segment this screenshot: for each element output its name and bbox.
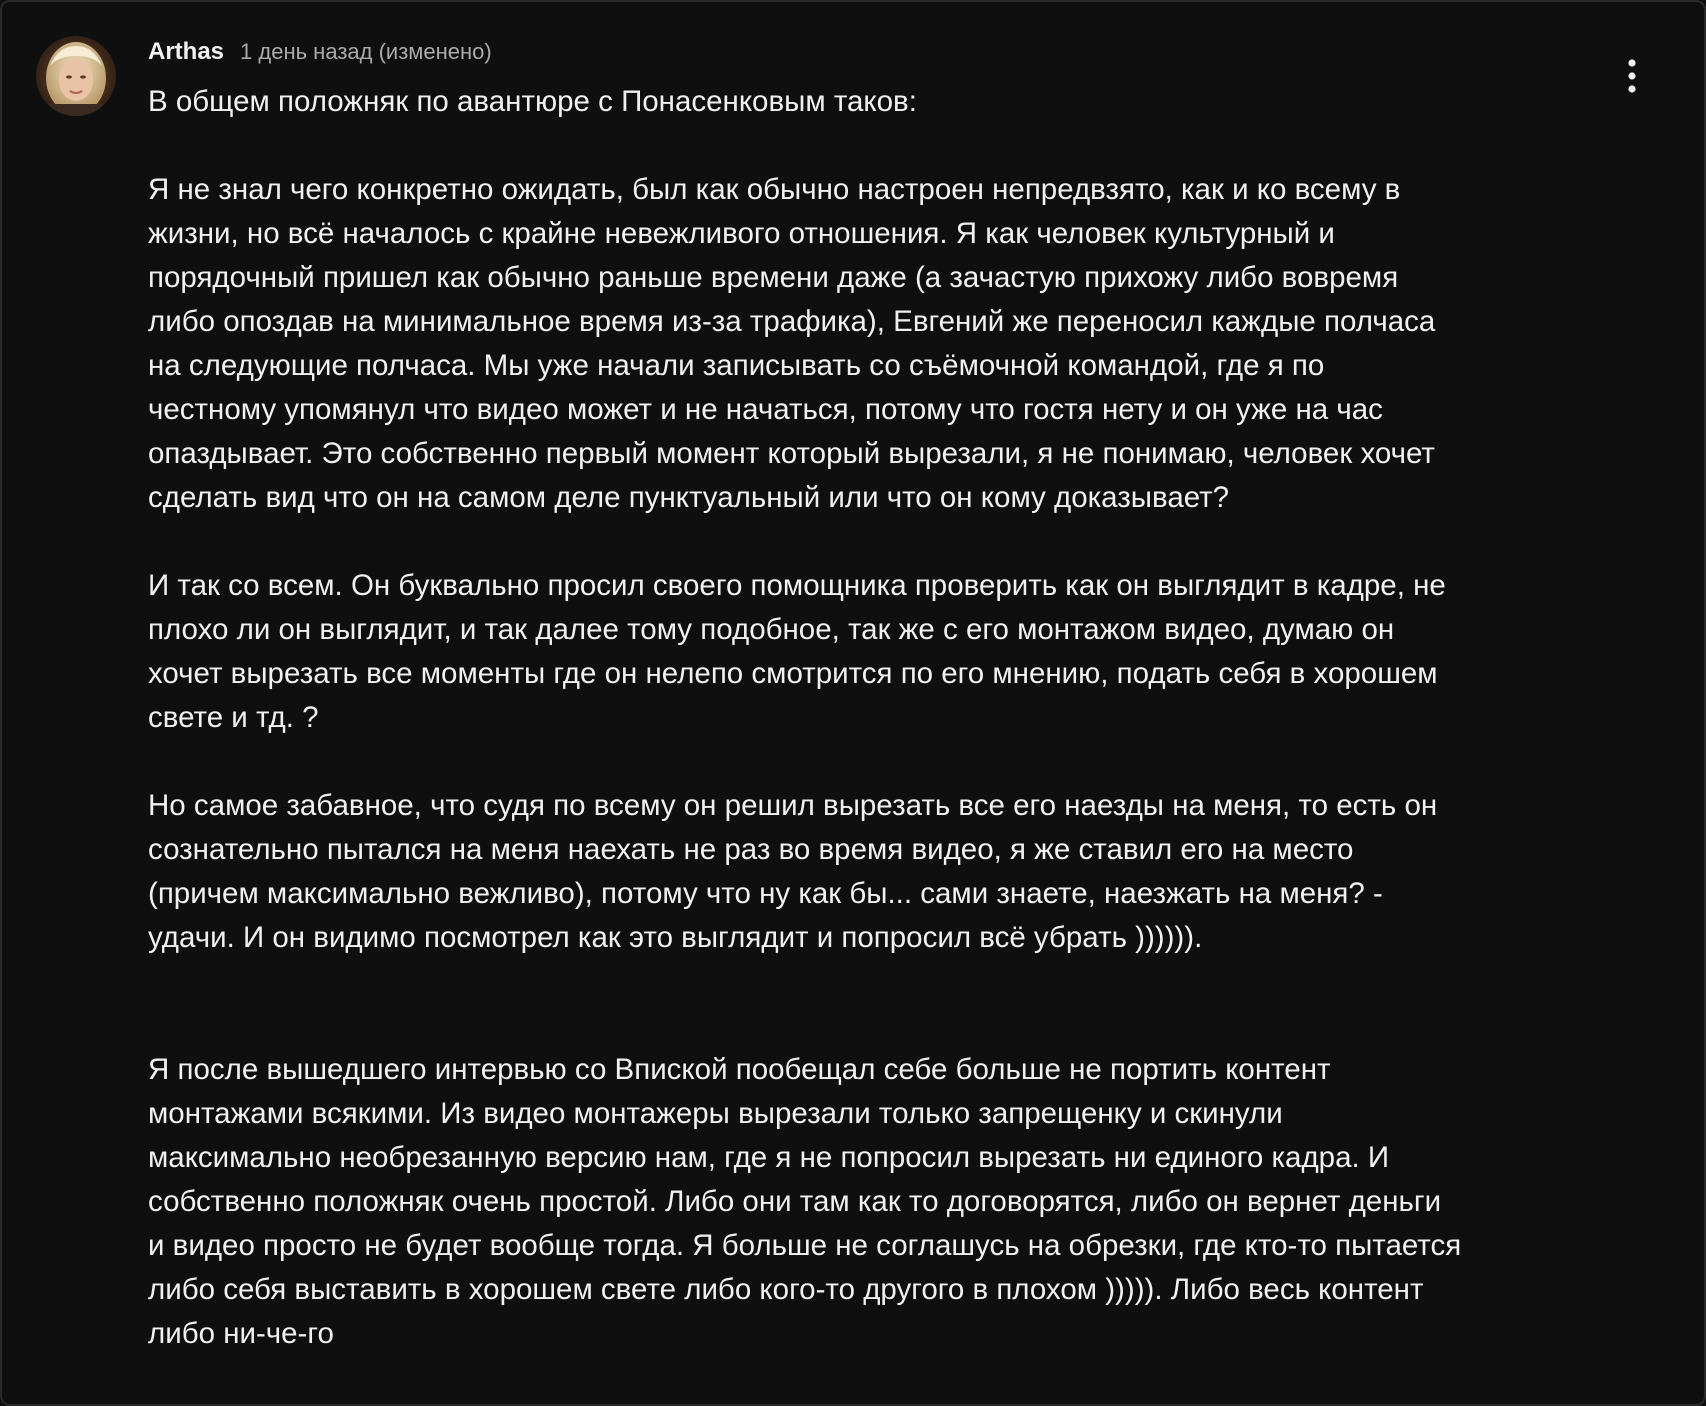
user-avatar-icon xyxy=(36,36,116,116)
paragraph-gap xyxy=(148,124,1604,168)
comment-paragraph: Я не знал чего конкретно ожидать, был как обычно настроен непредвзято, как и ко всему в жизни, но всё началось с крайне невежливого отношения. Я как человек культурный и порядочный пришел как обычно раньше времени даже (а зачастую прихожу либо вовремя либо опоздав на минимальное время из-за трафика), Евгений же переносил каждые полчаса на следующие полчаса. Мы уже начали записывать со съёмочной командой, где я по честному упомянул что видео может и не начаться, потому что гостя нету и он уже на час опаздывает. Это собственно первый момент который вырезали, я не понимаю, человек хочет сделать вид что он на самом деле пунктуальный или что он кому доказывает? xyxy=(148,173,1436,514)
comment-paragraph: В общем положняк по авантюре с Понасенковым таков: xyxy=(148,85,917,118)
comment-header xyxy=(148,38,492,70)
more-actions-button[interactable] xyxy=(1616,54,1648,98)
paragraph-gap xyxy=(148,960,1604,1048)
comment-paragraph: Я после вышедшего интервью со Впиской пообещал себе больше не портить контент монтажами всякими. Из видео монтажеры вырезали только запрещенку и скинули максимально необрезанную версию нам, где я не попросил вырезать ни единого кадра. И собственно положняк очень простой. Либо они там как то договорятся, либо он вернет деньги и видео просто не будет вообще тогда. Я больше не соглашусь на обрезки, где кто-то пытается либо себя выставить в хорошем свете либо кого-то другого в плохом ))))). Либо весь контент либо ни-че-го xyxy=(148,1053,1462,1350)
avatar[interactable] xyxy=(36,36,116,116)
comment-timestamp[interactable]: 1 день назад (изменено) xyxy=(240,39,492,64)
comment-paragraph: И так со всем. Он буквально просил своего помощника проверить как он выглядит в кадре, не плохо ли он выглядит, и так далее тому подобное, так же с его монтажом видео, думаю он хочет вырезать все моменты где он нелепо смотрится по его мнению, подать себя в хорошем свете и тд. ? xyxy=(148,569,1446,734)
more-vert-icon xyxy=(1627,58,1637,94)
comment-text xyxy=(148,80,1604,1356)
comment-paragraph: Но самое забавное, что судя по всему он решил вырезать все его наезды на меня, то есть он сознательно пытался на меня наехать не раз во время видео, я же ставил его на место (причем максимально вежливо), потому что ну как бы... сами знаете, наезжать на меня? - удачи. И он видимо посмотрел как это выглядит и попросил всё убрать )))))). xyxy=(148,789,1438,954)
paragraph-gap xyxy=(148,740,1604,784)
paragraph-gap xyxy=(148,520,1604,564)
author-name[interactable]: Arthas xyxy=(148,38,225,65)
